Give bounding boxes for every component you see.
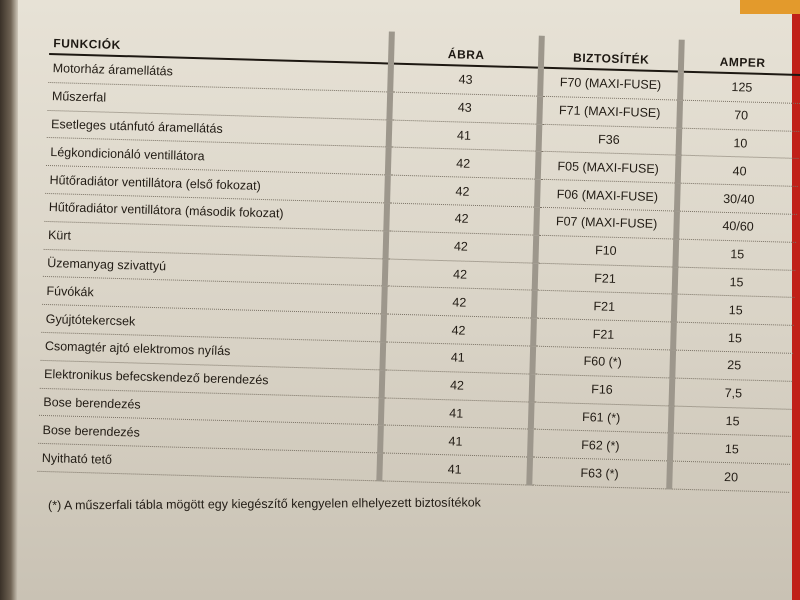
amp-cell: 15 [673, 322, 794, 353]
function-cell: Fúvókák [42, 277, 385, 314]
figure-cell: 41 [381, 397, 532, 429]
function-cell: Elektronikus befecskendező berendezés [40, 360, 383, 397]
header-function: FUNKCIÓK [49, 22, 392, 64]
amp-cell: 10 [679, 128, 800, 159]
function-cell: Csomagtér ajtó elektromos nyílás [41, 332, 384, 369]
fuse-cell: F21 [534, 291, 675, 323]
function-cell: Üzemanyag szivattyú [43, 249, 386, 286]
figure-cell: 42 [384, 286, 535, 318]
fuse-table [37, 22, 800, 493]
fuse-cell: F21 [533, 318, 674, 350]
function-cell: Hűtőradiátor ventillátora (második fokozat) [44, 193, 387, 230]
figure-cell: 42 [386, 203, 537, 235]
fuse-cell: F36 [539, 124, 680, 156]
function-cell: Bose berendezés [39, 388, 382, 425]
header-fuse: BIZTOSÍTÉK [541, 36, 682, 72]
amp-cell: 15 [675, 267, 796, 298]
function-cell: Gyújtótekercsek [41, 305, 384, 342]
function-cell: Hűtőradiátor ventillátora (első fokozat) [45, 166, 388, 203]
function-cell: Motorház áramellátás [48, 54, 391, 92]
manual-page [18, 0, 800, 600]
amp-cell: 15 [671, 406, 792, 437]
fuse-cell: F71 (MAXI-FUSE) [539, 96, 680, 128]
fuse-cell: F07 (MAXI-FUSE) [536, 207, 677, 239]
amp-cell: 20 [669, 461, 790, 492]
figure-cell: 42 [383, 314, 534, 346]
function-cell: Légkondicionáló ventillátora [46, 138, 389, 175]
figure-cell: 43 [389, 92, 540, 124]
sticky-note-tab [740, 0, 800, 14]
fuse-cell: F21 [535, 263, 676, 295]
amp-cell: 125 [680, 72, 800, 104]
fuse-table-wrapper [37, 22, 800, 493]
figure-cell: 41 [382, 342, 533, 374]
fuse-cell: F62 (*) [530, 429, 671, 461]
amp-cell: 30/40 [677, 183, 798, 214]
fuse-cell: F61 (*) [531, 402, 672, 434]
figure-cell: 42 [387, 175, 538, 207]
book-spine-edge [0, 0, 18, 600]
function-cell: Nyitható tető [37, 443, 380, 480]
figure-cell: 41 [379, 453, 530, 485]
footnote: (*) A műszerfali tábla mögött egy kiegészítő kengyelen elhelyezett biztosítékok [47, 495, 481, 513]
figure-cell: 42 [385, 259, 536, 291]
fuse-cell: F05 (MAXI-FUSE) [538, 152, 679, 184]
fuse-cell: F63 (*) [529, 457, 670, 489]
fuse-cell: F10 [535, 235, 676, 267]
figure-cell: 42 [386, 231, 537, 263]
amp-cell: 15 [675, 239, 796, 270]
amp-cell: 15 [674, 294, 795, 325]
amp-cell: 7,5 [672, 378, 793, 409]
fuse-cell: F06 (MAXI-FUSE) [537, 179, 678, 211]
function-cell: Műszerfal [48, 82, 391, 119]
header-figure: ÁBRA [391, 32, 542, 68]
fuse-cell: F60 (*) [532, 346, 673, 378]
figure-cell: 41 [380, 425, 531, 457]
figure-cell: 43 [390, 64, 541, 96]
header-amp: AMPER [681, 40, 800, 75]
figure-cell: 42 [388, 147, 539, 179]
function-cell: Kürt [44, 221, 387, 258]
figure-cell: 41 [389, 120, 540, 152]
fuse-cell: F16 [532, 374, 673, 406]
function-cell: Bose berendezés [38, 416, 381, 453]
fuse-cell: F70 (MAXI-FUSE) [540, 68, 681, 100]
amp-cell: 15 [670, 433, 791, 464]
amp-cell: 40 [678, 155, 799, 186]
figure-cell: 42 [382, 370, 533, 402]
amp-cell: 40/60 [676, 211, 797, 242]
amp-cell: 25 [672, 350, 793, 381]
function-cell: Esetleges utánfutó áramellátás [47, 110, 390, 147]
amp-cell: 70 [679, 100, 800, 131]
